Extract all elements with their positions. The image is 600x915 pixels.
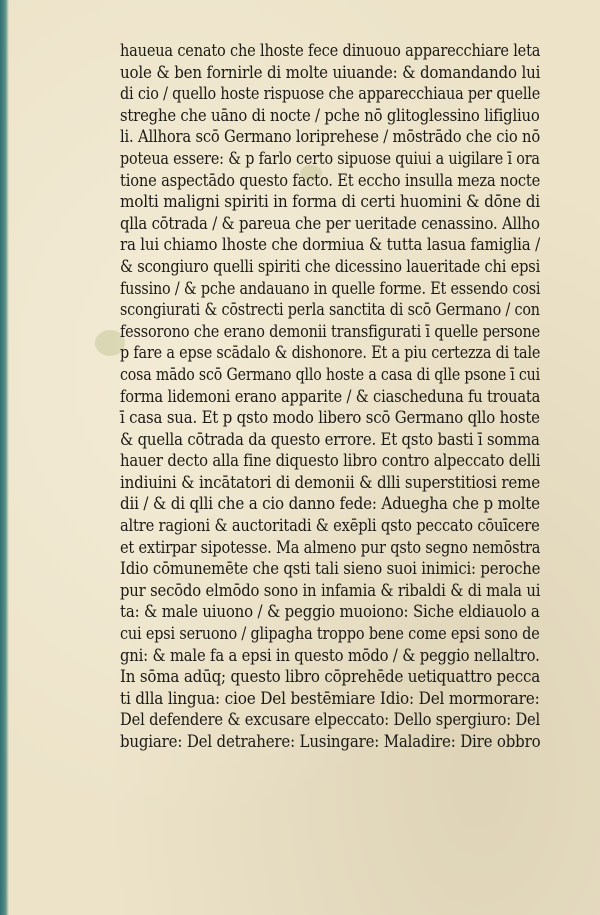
- text-line: scongiurati & cōstrecti perla sanctita di scō Germano / con: [120, 300, 540, 320]
- text-line: ta: & male uiuono / & peggio muoiono: Siche eldiauolo a: [120, 602, 540, 622]
- text-line: forma lidemoni erano apparite / & ciascheduna fu trouata: [120, 386, 541, 406]
- text-line: tione aspectādo questo facto. Et eccho insulla meza nocte: [120, 170, 541, 190]
- text-line: gni: & male fa a epsi in questo mōdo / & peggio nellaltro.: [120, 645, 540, 665]
- text-line: li. Allhora scō Germano loriprehese / mōstrādo che cio nō: [120, 127, 540, 147]
- text-line: bugiare: Del detrahere: Lusingare: Maladire: Dire obbro: [120, 732, 541, 751]
- text-line: uole & ben fornirle di molte uiuande: & domandando lui: [120, 62, 541, 82]
- text-line: fessorono che erano demonii transfigurati ī quelle persone: [120, 321, 540, 341]
- text-line: di cio / quello hoste rispuose che apparecchiaua per quelle: [120, 84, 541, 104]
- text-line: molti maligni spiriti in forma di certi huomini & dōne di: [120, 192, 540, 212]
- text-line: poteua essere: & p farlo certo sipuose quiui a uigilare ī ora: [120, 148, 540, 168]
- text-line: altre ragioni & auctoritadi & exēpli qsto peccato cōuīcere: [120, 516, 540, 536]
- text-line: In sōma adūq; questo libro cōprehēde uetiquattro pecca: [120, 667, 541, 687]
- text-line: qlla cōtrada / & pareua che per ueritade cenassino. Allho: [120, 213, 540, 233]
- text-line: streghe che uāno di nocte / pche nō glitoglessino lifigliuo: [120, 105, 540, 125]
- text-line: dii / & di qlli che a cio danno fede: Aduegha che p molte: [120, 494, 540, 514]
- text-line: p fare a epse scādalo & dishonore. Et a piu certezza di tale: [120, 343, 541, 363]
- text-line: Del defendere & excusare elpeccato: Dello spergiuro: Del: [120, 710, 541, 730]
- text-line: fussino / & pche andauano in quelle forme. Et essendo cosi: [120, 278, 541, 298]
- text-line: et extirpar sipotesse. Ma almeno pur qsto segno nemōstra: [120, 537, 541, 557]
- text-line: cui epsi seruono / glipagha troppo bene come epsi sono de: [120, 624, 540, 644]
- text-line: & scongiuro quelli spiriti che dicessino laueritade chi epsi: [120, 256, 541, 276]
- text-line: Idio cōmunemēte che qsti tali sieno suoi inimici: peroche: [120, 559, 541, 579]
- text-line: ī casa sua. Et p qsto modo libero scō Germano qllo hoste: [120, 408, 540, 428]
- text-line: pur secōdo elmōdo sono in infamia & ribaldi & di mala ui: [120, 580, 541, 600]
- text-line: indiuini & incātatori di demonii & dlli superstitiosi reme: [120, 472, 540, 492]
- text-line: ti dlla lingua: cioe Del bestēmiare Idio: Del mormorare:: [120, 688, 540, 708]
- text-block: [120, 40, 540, 753]
- text-line: ra lui chiamo lhoste che dormiua & tutta lasua famiglia /: [120, 235, 540, 255]
- text-line: & quella cōtrada da questo errore. Et qsto basti ī somma: [120, 429, 540, 449]
- text-line: hauer decto alla fine diquesto libro contro alpeccato delli: [120, 451, 541, 471]
- text-line: haueua cenato che lhoste fece dinuouo apparecchiare leta: [120, 41, 541, 60]
- page-left-edge: [0, 0, 9, 915]
- text-line: cosa mādo scō Germano qllo hoste a casa di qlle psone ī cui: [120, 364, 540, 384]
